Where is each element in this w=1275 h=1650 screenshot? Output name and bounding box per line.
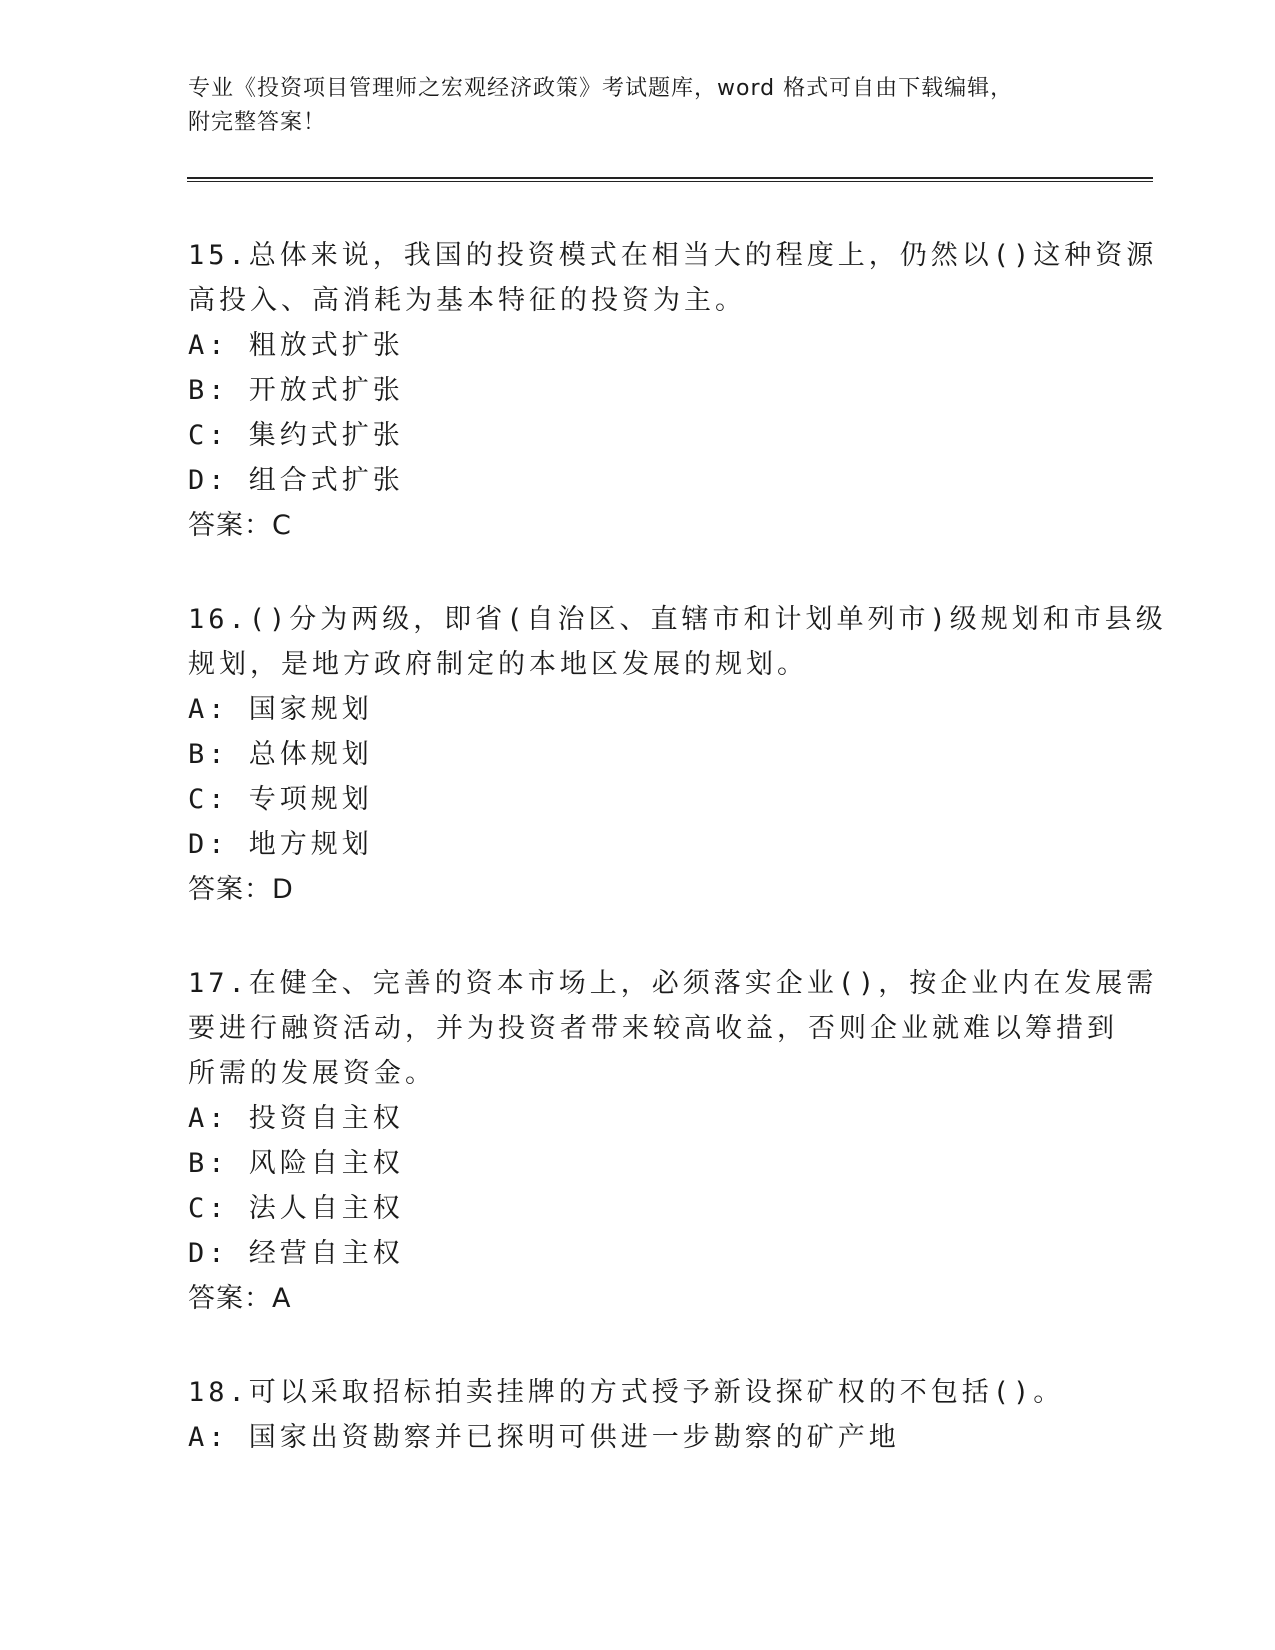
question-text-line: 15.总体来说，我国的投资模式在相当大的程度上，仍然以()这种资源 bbox=[188, 240, 1158, 271]
header-line-2: 附完整答案！ bbox=[188, 110, 327, 135]
option-b: B: 总体规划 bbox=[188, 739, 373, 770]
question-text-line: 要进行融资活动，并为投资者带来较高收益，否则企业就难以筹措到 bbox=[188, 1013, 1118, 1044]
answer-label: 答案：A bbox=[188, 1283, 292, 1314]
option-a: A: 国家规划 bbox=[188, 694, 373, 725]
option-a: A: 国家出资勘察并已探明可供进一步勘察的矿产地 bbox=[188, 1422, 900, 1453]
option-c: C: 法人自主权 bbox=[188, 1193, 404, 1224]
question-text-line: 规划，是地方政府制定的本地区发展的规划。 bbox=[188, 649, 808, 680]
question-text-line: 16.()分为两级，即省(自治区、直辖市和计划单列市)级规划和市县级 bbox=[188, 604, 1167, 635]
answer-label: 答案：D bbox=[188, 874, 294, 905]
option-c: C: 专项规划 bbox=[188, 784, 373, 815]
option-b: B: 风险自主权 bbox=[188, 1148, 404, 1179]
option-b: B: 开放式扩张 bbox=[188, 375, 404, 406]
header-divider-top bbox=[187, 177, 1153, 179]
option-d: D: 地方规划 bbox=[188, 829, 373, 860]
option-a: A: 粗放式扩张 bbox=[188, 330, 404, 361]
option-d: D: 组合式扩张 bbox=[188, 465, 404, 496]
question-text-line: 17.在健全、完善的资本市场上，必须落实企业()，按企业内在发展需 bbox=[188, 968, 1158, 999]
question-16 bbox=[188, 597, 1167, 912]
option-d: D: 经营自主权 bbox=[188, 1238, 404, 1269]
header-line-1: 专业《投资项目管理师之宏观经济政策》考试题库，word 格式可自由下载编辑， bbox=[188, 76, 1014, 101]
option-c: C: 集约式扩张 bbox=[188, 420, 404, 451]
option-a: A: 投资自主权 bbox=[188, 1103, 404, 1134]
question-17 bbox=[188, 961, 1158, 1321]
document-header bbox=[188, 72, 1088, 140]
question-text-line: 所需的发展资金。 bbox=[188, 1058, 436, 1089]
question-15 bbox=[188, 233, 1158, 548]
question-text-line: 高投入、高消耗为基本特征的投资为主。 bbox=[188, 285, 746, 316]
answer-label: 答案：C bbox=[188, 510, 292, 541]
question-18 bbox=[188, 1370, 1088, 1460]
question-text-line: 18.可以采取招标拍卖挂牌的方式授予新设探矿权的不包括()。 bbox=[188, 1377, 1065, 1408]
header-divider-bottom bbox=[187, 181, 1153, 182]
